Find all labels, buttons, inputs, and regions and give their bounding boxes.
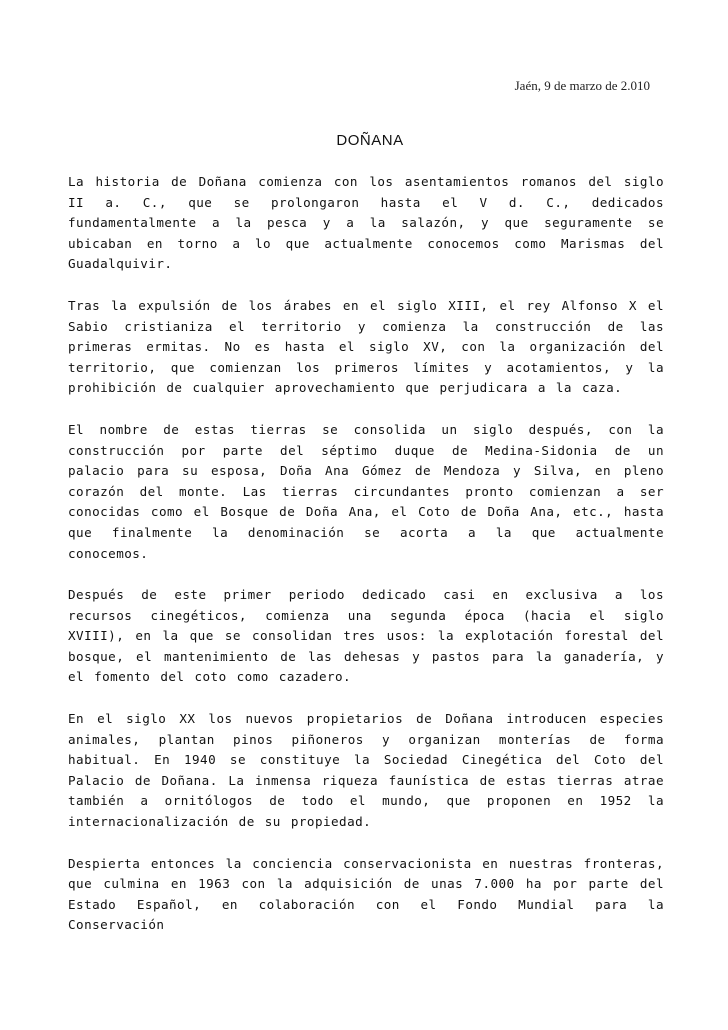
paragraph: En el siglo XX los nuevos propietarios de Doñana introducen especies animales, plantan pinos piñoneros y organizan monterías de forma habitual. En 1940 se constituye la Sociedad Cinegética del Coto del Palacio de Doñana. La inmensa riqueza faunística de estas tierras atrae también a ornitólogos de todo el mundo, que proponen en 1952 la internacionalización de su propiedad.: [68, 711, 664, 830]
paragraph: Tras la expulsión de los árabes en el siglo XIII, el rey Alfonso X el Sabio cristianiza el territorio y comienza la construcción de las primeras ermitas. No es hasta el siglo XV, con la organización del territorio, que comienzan los primeros límites y acotamientos, y la prohibición de cualquier aprovechamiento que perjudicara a la caza.: [68, 297, 664, 396]
paragraph: Despierta entonces la conciencia conservacionista en nuestras fronteras, que culmina en 1963 con la adquisición de unas 7.000 ha por parte del Estado Español, en colaboración con el Fondo Mundial para la Conservación: [68, 855, 664, 933]
document-body: [68, 172, 664, 957]
paragraph: La historia de Doñana comienza con los asentamientos romanos del siglo II a. C., que se prolongaron hasta el V d. C., dedicados fundamentalmente a la pesca y a la salazón, y que seguramente se ubicaban en torno a lo que actualmente conocemos como Marismas del Guadalquivir.: [68, 174, 664, 272]
paragraph: El nombre de estas tierras se consolida un siglo después, con la construcción por parte del séptimo duque de Medina-Sidonia de un palacio para su esposa, Doña Ana Gómez de Mendoza y Silva, en pleno corazón del monte. Las tierras circundantes pronto comienzan a ser conocidas como el Bosque de Doña Ana, el Coto de Doña Ana, etc., hasta que finalmente la denominación se acorta a la que actualmente conocemos.: [68, 421, 664, 561]
document-title: DOÑANA: [336, 132, 404, 149]
document-date: Jaén, 9 de marzo de 2.010: [514, 78, 650, 93]
paragraph: Después de este primer periodo dedicado casi en exclusiva a los recursos cinegéticos, comienza una segunda época (hacia el siglo XVIII), en la que se consolidan tres usos: la explotación forestal del bosque, el mantenimiento de las dehesas y pastos para la ganadería, y el fomento del coto como cazadero.: [68, 587, 664, 685]
